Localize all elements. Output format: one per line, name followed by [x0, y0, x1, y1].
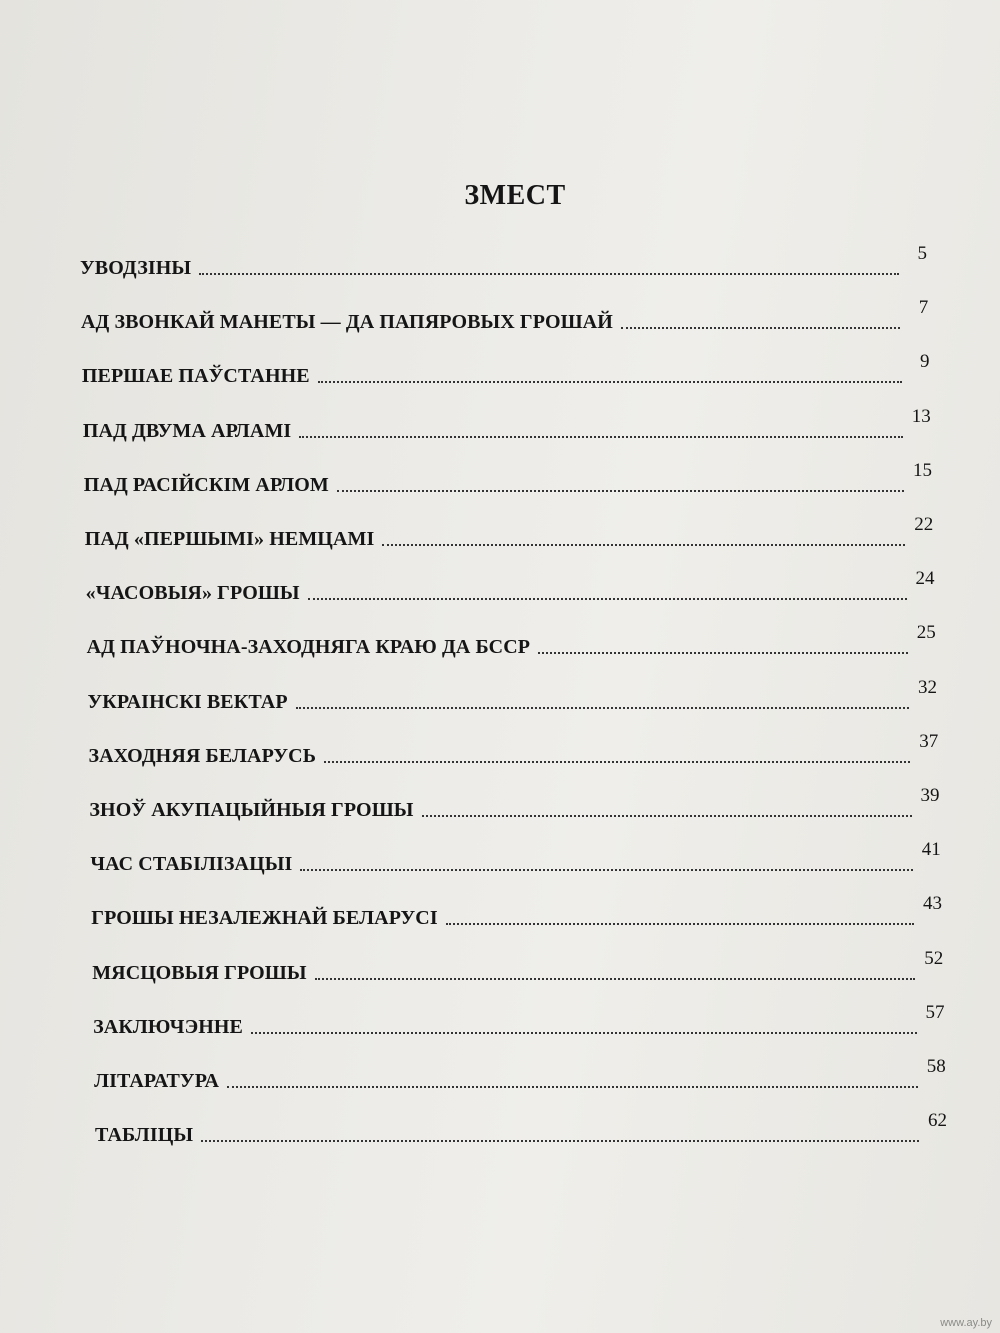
toc-entry-title: ПАД РАСІЙСКІМ АРЛОМ [83, 473, 329, 496]
toc-entry-title: ПАД ДВУМА АРЛАМІ [82, 419, 292, 442]
dot-leader [299, 435, 902, 438]
toc-entry [85, 514, 934, 550]
toc-entry [89, 785, 939, 821]
toc-entry [88, 731, 938, 767]
toc-page-number: 9 [920, 351, 930, 373]
toc-page-number: 62 [928, 1110, 947, 1132]
toc-entry-title: ЗАКЛЮЧЭННЕ [93, 1015, 243, 1038]
toc-page-number: 52 [924, 947, 944, 969]
toc-page-number: 25 [916, 622, 936, 644]
toc-entry [91, 893, 942, 929]
toc-entry-title: ПАД «ПЕРШЫМІ» НЕМЦАМІ [84, 528, 375, 550]
dot-leader [251, 1031, 917, 1034]
toc-entry [80, 243, 927, 279]
toc-page-number: 43 [923, 893, 942, 915]
dot-leader [199, 272, 899, 275]
toc-entry-title: ЗАХОДНЯЯ БЕЛАРУСЬ [88, 744, 317, 767]
toc-entry [84, 460, 932, 496]
toc-entry-title: «ЧАСОВЫЯ» ГРОШЫ [85, 582, 300, 605]
dot-leader [382, 543, 905, 546]
toc-page-number: 7 [918, 297, 929, 319]
toc-entry [83, 406, 931, 442]
dot-leader [227, 1085, 918, 1088]
toc-page-number: 24 [915, 568, 935, 590]
toc-page-number: 39 [920, 785, 940, 806]
toc-entry [95, 1110, 947, 1146]
toc-entry [86, 568, 935, 604]
toc-page-number: 13 [911, 405, 931, 427]
dot-leader [538, 651, 908, 654]
toc-page-number: 15 [913, 459, 932, 481]
toc-entry [92, 948, 943, 984]
dot-leader [446, 922, 914, 925]
toc-entry-title: МЯСЦОВЫЯ ГРОШЫ [92, 961, 307, 984]
toc-entry-title: ТАБЛІЦЫ [95, 1124, 194, 1147]
dot-leader [422, 814, 912, 817]
toc-page-number: 58 [926, 1056, 946, 1077]
toc-entry [90, 839, 940, 875]
dot-leader [324, 760, 910, 763]
toc-entry-title: ЧАС СТАБІЛІЗАЦЫІ [90, 853, 293, 876]
toc-entry-title: ПЕРШАЕ ПАЎСТАННЕ [81, 365, 310, 388]
toc-entry-title: ЛІТАРАТУРА [94, 1070, 219, 1092]
toc-entry-title: АД ЗВОНКАЙ МАНЕТЫ — ДА ПАПЯРОВЫХ ГРОШАЙ [80, 311, 613, 334]
toc-entry-title: УВОДЗІНЫ [80, 257, 192, 279]
toc-entry-title: ЗНОЎ АКУПАЦЫЙНЫЯ ГРОШЫ [89, 799, 414, 821]
toc-page-number: 41 [921, 839, 941, 861]
toc-page-number: 5 [917, 243, 927, 264]
toc-entry [82, 351, 930, 387]
dot-leader [300, 868, 912, 871]
page-title: ЗМЕСТ [464, 180, 566, 211]
toc-page-number: 22 [914, 514, 934, 535]
dot-leader [201, 1139, 919, 1142]
toc-entry [93, 1002, 944, 1038]
toc-entry [94, 1056, 946, 1092]
dot-leader [337, 489, 904, 492]
toc-page-number: 57 [925, 1001, 945, 1023]
dot-leader [296, 706, 909, 709]
dot-leader [621, 326, 900, 329]
toc-entry [87, 622, 936, 658]
toc-entry-title: УКРАІНСКІ ВЕКТАР [87, 690, 288, 713]
toc-page-number: 37 [919, 730, 939, 752]
toc-entry-title: АД ПАЎНОЧНА-ЗАХОДНЯГА КРАЮ ДА БССР [86, 636, 531, 659]
dot-leader [318, 380, 902, 383]
dot-leader [308, 597, 907, 600]
toc-entry [81, 297, 928, 333]
dot-leader [315, 977, 916, 980]
toc-entry-title: ГРОШЫ НЕЗАЛЕЖНАЙ БЕЛАРУСІ [91, 907, 438, 930]
site-watermark: www.ay.by [940, 1317, 992, 1329]
toc-page-number: 32 [918, 676, 937, 698]
toc-entry [88, 677, 938, 713]
